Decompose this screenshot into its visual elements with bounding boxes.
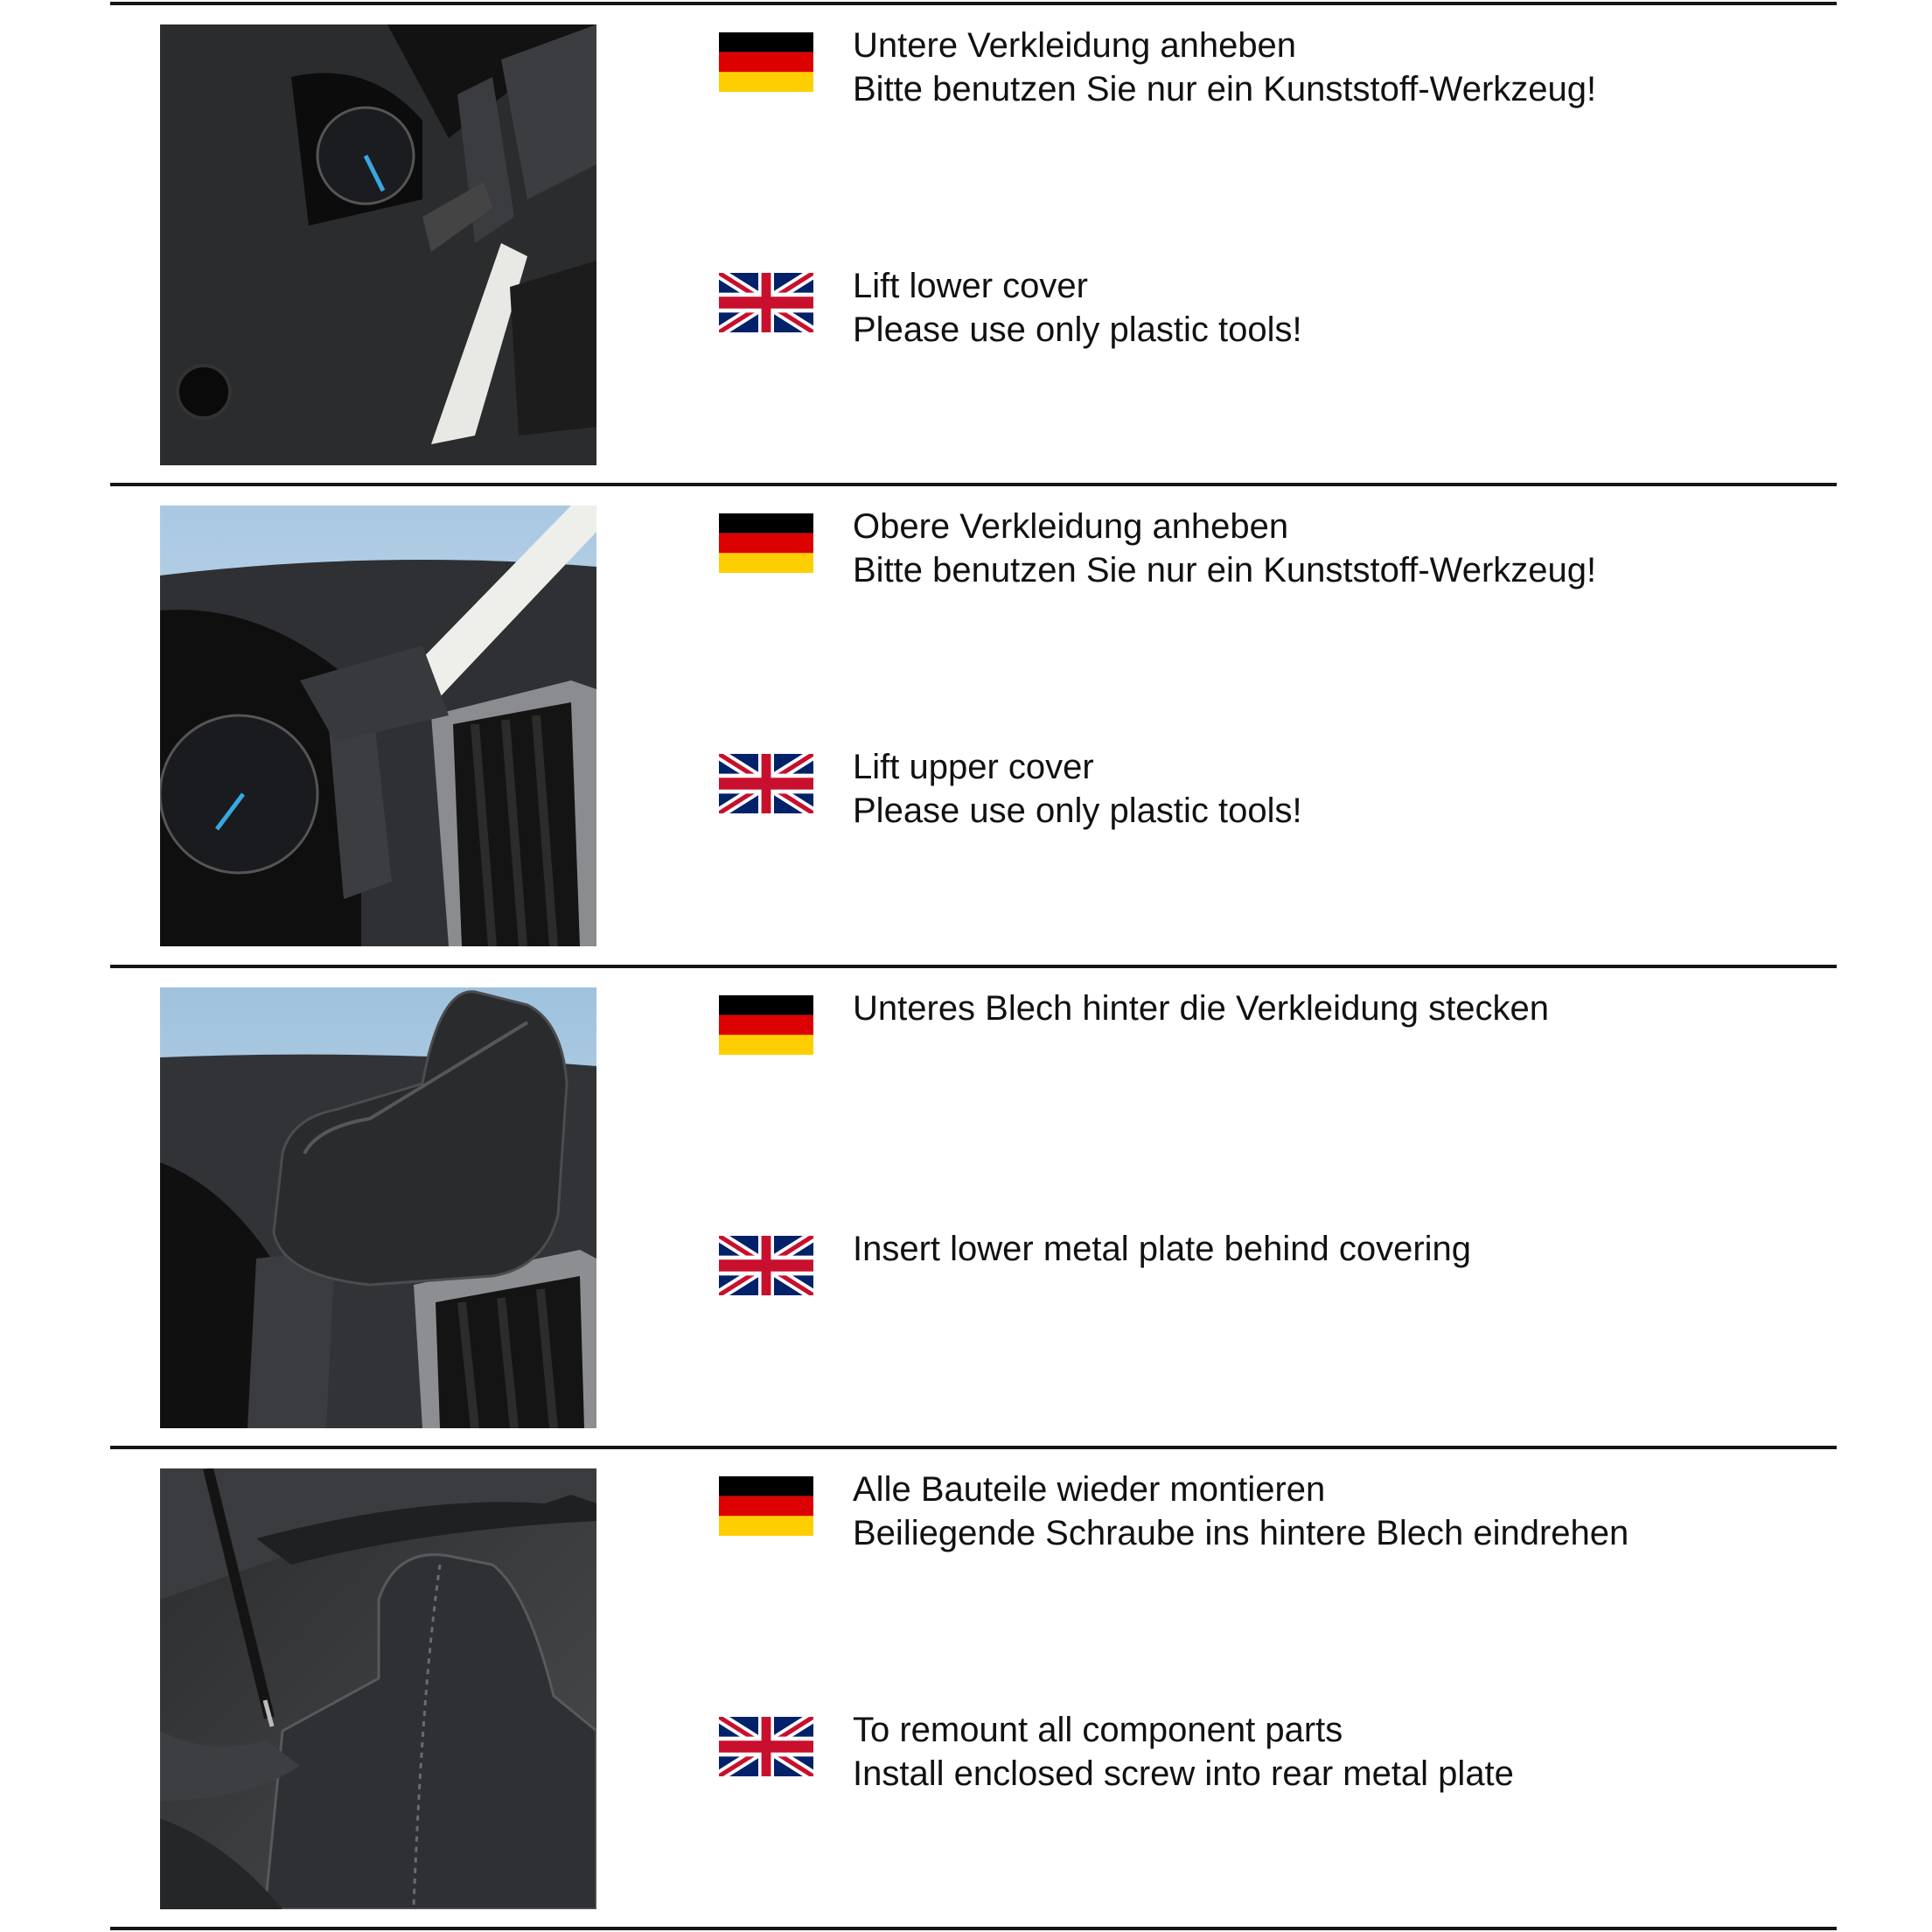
mount-insert-metal-plate-photo bbox=[160, 987, 596, 1428]
instruction-note: Beiliegende Schraube ins hintere Blech eindrehen bbox=[853, 1514, 1629, 1552]
uk-flag-icon bbox=[719, 1717, 813, 1776]
german-instruction bbox=[853, 987, 1549, 1074]
german-instruction bbox=[853, 505, 1596, 592]
instruction-note: Please use only plastic tools! bbox=[853, 310, 1302, 349]
step-2 bbox=[0, 485, 1932, 967]
english-instruction bbox=[853, 1227, 1471, 1315]
step-3 bbox=[0, 966, 1932, 1449]
uk-flag-icon bbox=[719, 273, 813, 332]
instruction-title: Insert lower metal plate behind covering bbox=[853, 1230, 1472, 1268]
instruction-note bbox=[853, 1030, 1549, 1074]
step-4 bbox=[0, 1447, 1932, 1930]
instruction-note: Bitte benutzen Sie nur ein Kunststoff-Werkzeug! bbox=[853, 551, 1597, 589]
instruction-title: Lift lower cover bbox=[853, 267, 1088, 305]
german-instruction bbox=[853, 24, 1596, 111]
german-flag-icon bbox=[719, 1476, 813, 1536]
instruction-title: To remount all component parts bbox=[853, 1711, 1343, 1749]
instruction-note: Bitte benutzen Sie nur ein Kunststoff-Werkzeug! bbox=[853, 70, 1597, 108]
german-flag-icon bbox=[719, 32, 813, 92]
dashboard-upper-cover-pry-photo bbox=[160, 506, 596, 946]
mount-screw-install-photo bbox=[160, 1468, 596, 1909]
english-instruction bbox=[853, 1708, 1514, 1796]
uk-flag-icon bbox=[719, 1236, 813, 1295]
step-1 bbox=[0, 3, 1932, 486]
instruction-title: Untere Verkleidung anheben bbox=[853, 26, 1297, 65]
dashboard-lower-cover-pry-photo bbox=[160, 24, 596, 465]
german-flag-icon bbox=[719, 513, 813, 573]
instruction-title: Unteres Blech hinter die Verkleidung stecken bbox=[853, 989, 1550, 1028]
instruction-note: Please use only plastic tools! bbox=[853, 792, 1302, 830]
german-flag-icon bbox=[719, 995, 813, 1055]
instruction-title: Obere Verkleidung anheben bbox=[853, 507, 1289, 546]
english-instruction bbox=[853, 745, 1302, 833]
instruction-note bbox=[853, 1271, 1471, 1315]
instruction-title: Lift upper cover bbox=[853, 748, 1094, 786]
instruction-title: Alle Bauteile wieder montieren bbox=[853, 1470, 1326, 1509]
german-instruction bbox=[853, 1468, 1629, 1555]
english-instruction bbox=[853, 264, 1302, 352]
uk-flag-icon bbox=[719, 754, 813, 813]
instruction-note: Install enclosed screw into rear metal plate bbox=[853, 1754, 1514, 1793]
